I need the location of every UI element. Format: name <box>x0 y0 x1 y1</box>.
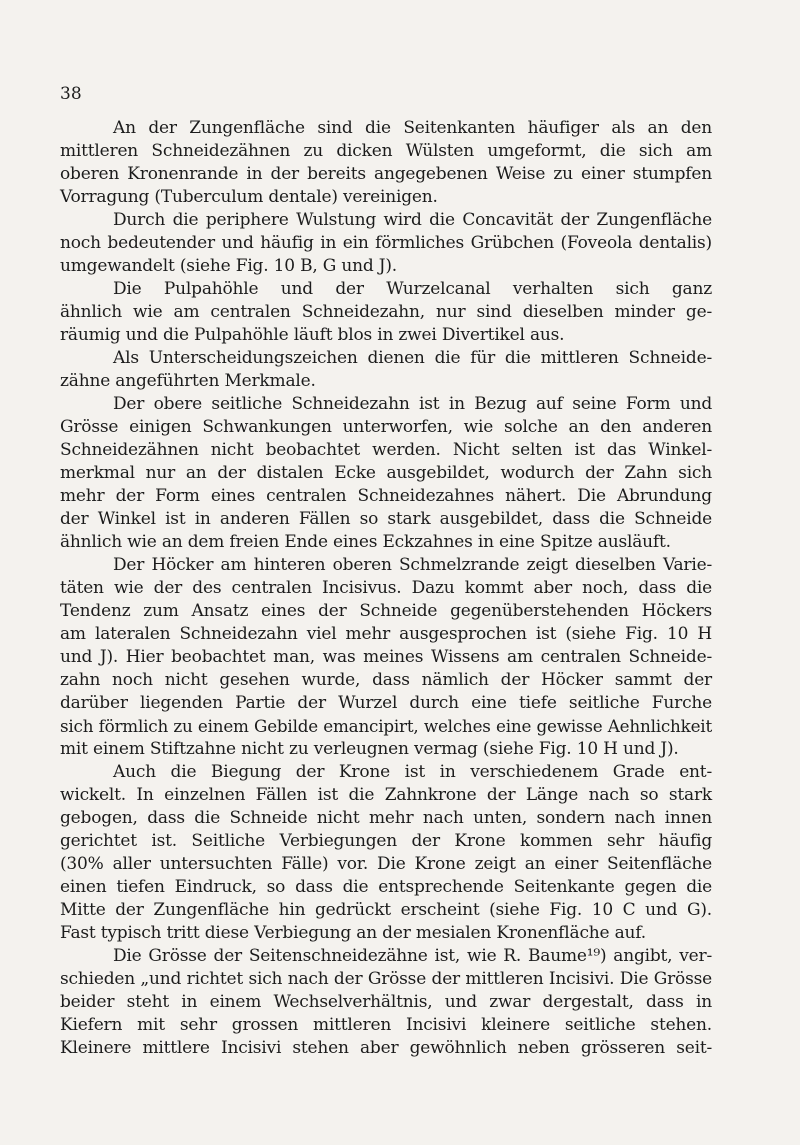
text-line: gebogen, dass die Schneide nicht mehr nach unten, sondern nach innen <box>60 808 712 828</box>
text-line: umgewandelt (siehe Fig. 10 B, G und J). <box>60 256 398 276</box>
text-line: schieden „und richtet sich nach der Grösse der mittleren Incisivi. Die Grösse <box>60 969 712 989</box>
text-line: beider steht in einem Wechselverhältnis, und zwar dergestalt, dass in <box>60 992 712 1012</box>
text-line: der Winkel ist in anderen Fällen so stark ausgebildet, dass die Schneide <box>60 509 712 529</box>
text-line: Grösse einigen Schwankungen unterworfen, wie solche an den anderen <box>60 417 712 437</box>
text-line: Der obere seitliche Schneidezahn ist in Bezug auf seine Form und <box>113 394 712 414</box>
text-line: zähne angeführten Merkmale. <box>60 371 316 391</box>
text-line: darüber liegenden Partie der Wurzel durch eine tiefe seitliche Furche <box>60 693 712 713</box>
text-line: und J). Hier beobachtet man, was meines Wissens am centralen Schneide- <box>60 647 712 667</box>
text-line: Mitte der Zungenfläche hin gedrückt erscheint (siehe Fig. 10 C und G). <box>60 900 712 920</box>
text-line: noch bedeutender und häufig in ein förmliches Grübchen (Foveola dentalis) <box>60 233 712 253</box>
text-line: Die Grösse der Seitenschneidezähne ist, wie R. Baume¹⁹) angibt, ver- <box>113 946 712 966</box>
text-line: Die Pulpahöhle und der Wurzelcanal verhalten sich ganz <box>113 279 712 299</box>
text-line: Vorragung (Tuberculum dentale) vereinigen. <box>60 187 438 207</box>
text-line: Kiefern mit sehr grossen mittleren Incisivi kleinere seitliche stehen. <box>60 1015 712 1035</box>
text-line: Durch die periphere Wulstung wird die Concavität der Zungenfläche <box>113 210 712 230</box>
text-line: mehr der Form eines centralen Schneidezahnes nähert. Die Abrundung <box>60 486 712 506</box>
text-line: Auch die Biegung der Krone ist in verschiedenem Grade ent- <box>113 762 712 782</box>
text-line: Als Unterscheidungszeichen dienen die für die mittleren Schneide- <box>113 348 712 368</box>
text-line: oberen Kronenrande in der bereits angegebenen Weise zu einer stumpfen <box>60 164 712 184</box>
text-line: zahn noch nicht gesehen wurde, dass nämlich der Höcker sammt der <box>60 670 712 690</box>
text-line: Fast typisch tritt diese Verbiegung an der mesialen Kronenfläche auf. <box>60 923 646 943</box>
text-line: Schneidezähnen nicht beobachtet werden. Nicht selten ist das Winkel- <box>60 440 712 460</box>
text-line: wickelt. In einzelnen Fällen ist die Zahnkrone der Länge nach so stark <box>60 785 712 805</box>
text-line: sich förmlich zu einem Gebilde emancipirt, welches eine gewisse Aehnlichkeit <box>60 716 712 736</box>
text-line: ähnlich wie am centralen Schneidezahn, nur sind dieselben minder ge- <box>60 302 712 322</box>
text-line: Kleinere mittlere Incisivi stehen aber gewöhnlich neben grösseren seit- <box>60 1038 712 1058</box>
text-line: ähnlich wie an dem freien Ende eines Eckzahnes in eine Spitze ausläuft. <box>60 532 671 552</box>
page-number: 38 <box>60 84 82 104</box>
text-line: mittleren Schneidezähnen zu dicken Wülsten umgeformt, die sich am <box>60 141 712 161</box>
text-line: täten wie der des centralen Incisivus. Dazu kommt aber noch, dass die <box>60 578 712 598</box>
text-line: Tendenz zum Ansatz eines der Schneide gegenüberstehenden Höckers <box>60 601 712 621</box>
text-line: merkmal nur an der distalen Ecke ausgebildet, wodurch der Zahn sich <box>60 463 712 483</box>
text-line: Der Höcker am hinteren oberen Schmelzrande zeigt dieselben Varie- <box>113 555 712 575</box>
text-line: am lateralen Schneidezahn viel mehr ausgesprochen ist (siehe Fig. 10 H <box>60 624 712 644</box>
text-line: gerichtet ist. Seitliche Verbiegungen der Krone kommen sehr häufig <box>60 831 712 851</box>
text-line: einen tiefen Eindruck, so dass die entsprechende Seitenkante gegen die <box>60 877 712 897</box>
text-line: räumig und die Pulpahöhle läuft blos in zwei Divertikel aus. <box>60 325 565 345</box>
text-line: mit einem Stiftzahne nicht zu verleugnen vermag (siehe Fig. 10 H und J). <box>60 739 679 759</box>
text-line: An der Zungenfläche sind die Seitenkanten häufiger als an den <box>113 118 712 138</box>
text-line: (30% aller untersuchten Fälle) vor. Die Krone zeigt an einer Seitenfläche <box>60 854 712 874</box>
body-text <box>60 117 712 1060</box>
